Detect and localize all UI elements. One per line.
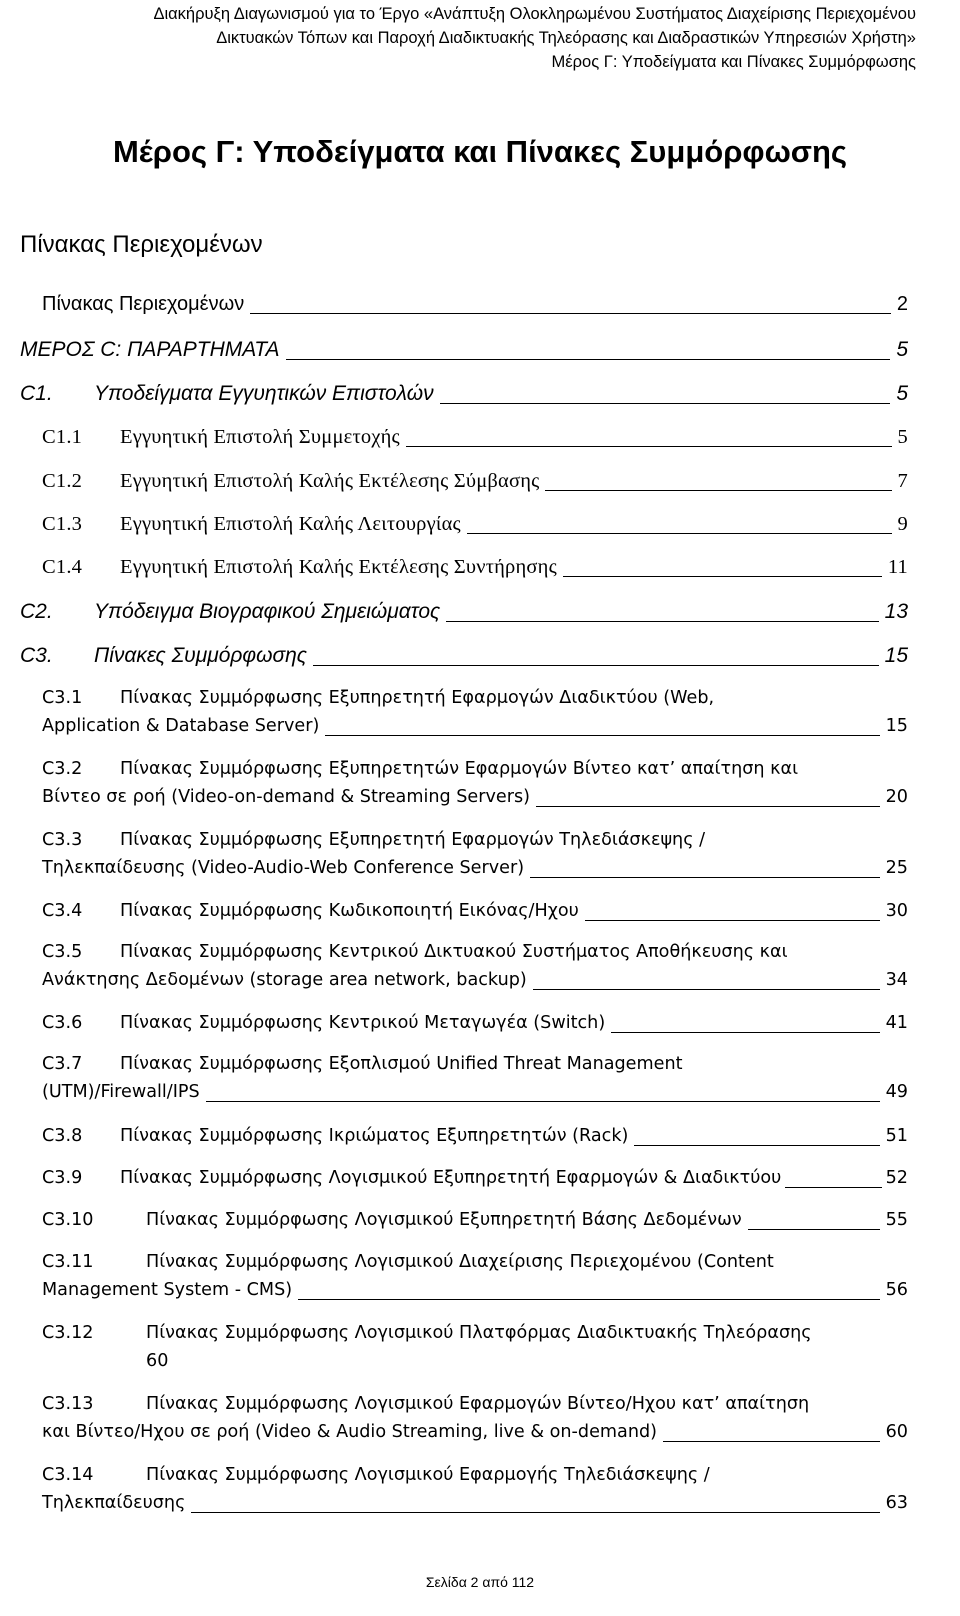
toc-entry-label: Πίνακας Συμμόρφωσης Λογισμικού Εφαρμογής Τηλεδιάσκεψης / (146, 1465, 710, 1485)
toc-entry[interactable] (42, 755, 908, 811)
toc-entry[interactable] (42, 1050, 908, 1106)
toc-leader-line (440, 403, 891, 404)
toc-entry-label: Υποδείγματα Εγγυητικών Επιστολών (94, 382, 434, 405)
toc-entry-code: C1.4 (42, 556, 83, 578)
toc-entry-label: Υπόδειγμα Βιογραφικού Σημειώματος (94, 600, 441, 623)
toc-entry[interactable] (42, 684, 908, 740)
toc-entry-label: Πίνακας Συμμόρφωσης Εξοπλισμού Unified Threat Management (120, 1054, 683, 1074)
toc-entry-label-cont: (UTM)/Firewall/IPS (42, 1082, 200, 1102)
toc-page-number: 51 (885, 1126, 908, 1146)
toc-entry-label: Πίνακας Συμμόρφωσης Εξυπηρετητή Εφαρμογών Τηλεδιάσκεψης / (120, 830, 706, 850)
toc-leader-line (748, 1229, 880, 1230)
toc-leader-line (563, 576, 882, 577)
toc-leader-line (446, 621, 878, 622)
toc-entry-label-cont: και Βίντεο/Ηχου σε ροή (Video & Audio Streaming, live & on-demand) (42, 1422, 657, 1442)
toc-entry[interactable] (42, 826, 908, 882)
toc-page-number: 55 (885, 1210, 908, 1230)
toc-leader-line (585, 920, 880, 921)
toc-leader-line (313, 665, 879, 666)
toc-entry-code: C3.9 (42, 1168, 83, 1188)
toc-leader-line (325, 735, 879, 736)
toc-page-number: 5 (896, 338, 908, 361)
toc-entry-label-cont: Βίντεο σε ροή (Video-on-demand & Streaming Servers) (42, 787, 530, 807)
toc-entry[interactable] (42, 1009, 908, 1037)
toc-entry-code: C3.13 (42, 1394, 94, 1414)
page-title: Μέρος Γ: Υποδείγματα και Πίνακες Συμμόρφωσης (112, 134, 848, 169)
header-line: Δικτυακών Τόπων και Παροχή Διαδικτυακής Τηλεόρασης και Διαδραστικών Υπηρεσιών Χρήστη» (216, 29, 916, 47)
toc-entry-code: C3.3 (42, 830, 83, 850)
toc-leader-line (785, 1187, 881, 1188)
toc-leader-line (536, 806, 880, 807)
header-line: Μέρος Γ: Υποδείγματα και Πίνακες Συμμόρφωσης (551, 53, 916, 71)
toc-page-number: 25 (885, 858, 908, 878)
toc-entry-code: C3.2 (42, 759, 83, 779)
toc-page-number: 60 (885, 1422, 908, 1442)
toc-entry-code: C3.5 (42, 942, 83, 962)
toc-entry[interactable] (20, 335, 908, 364)
toc-leader-line (467, 533, 892, 534)
toc-entry-label: Εγγυητική Επιστολή Καλής Εκτέλεσης Σύμβασης (120, 470, 540, 492)
toc-entry-label: Εγγυητική Επιστολή Καλής Εκτέλεσης Συντήρησης (120, 556, 557, 578)
toc-entry-label: Εγγυητική Επιστολή Συμμετοχής (120, 426, 400, 448)
toc-entry-label: Πίνακας Συμμόρφωσης Λογισμικού Εξυπηρετητή Βάσης Δεδομένων (146, 1210, 742, 1230)
toc-entry-label: Πίνακας Συμμόρφωσης Κεντρικού Μεταγωγέα (Switch) (120, 1013, 606, 1033)
toc-page-number: 49 (885, 1082, 908, 1102)
toc-page-number: 7 (897, 470, 908, 492)
toc-entry-label: Πίνακας Συμμόρφωσης Λογισμικού Πλατφόρμας Διαδικτυακής Τηλεόρασης (146, 1323, 812, 1343)
toc-entry[interactable] (42, 1248, 908, 1304)
toc-page-number: 52 (885, 1168, 908, 1188)
toc-entry[interactable] (42, 938, 908, 994)
toc-entry-code: C3.7 (42, 1054, 83, 1074)
toc-entry[interactable] (42, 290, 908, 318)
toc-leader-line (545, 490, 891, 491)
toc-entry[interactable] (42, 467, 908, 495)
toc-page-number: 5 (897, 426, 908, 448)
toc-entry-code: C3.8 (42, 1126, 83, 1146)
toc-entry-code: C2. (20, 600, 53, 623)
toc-entry[interactable] (42, 897, 908, 925)
toc-entry[interactable] (20, 597, 908, 626)
toc-page-number: 13 (884, 600, 908, 623)
toc-entry-code: C1. (20, 382, 53, 405)
toc-entry-code: C3.11 (42, 1252, 94, 1272)
toc-entry[interactable] (42, 423, 908, 451)
toc-entry[interactable] (42, 1206, 908, 1234)
toc-entry-label: Πίνακας Συμμόρφωσης Ικριώματος Εξυπηρετητών (Rack) (120, 1126, 629, 1146)
toc-leader-line (611, 1032, 879, 1033)
toc-heading: Πίνακας Περιεχομένων (20, 231, 263, 258)
toc-entry-code: C3.10 (42, 1210, 94, 1230)
toc-entry-code: C3.14 (42, 1465, 94, 1485)
toc-leader-line (530, 877, 880, 878)
toc-entry[interactable] (42, 510, 908, 538)
toc-page-number: 2 (896, 293, 908, 315)
toc-leader-line (206, 1101, 880, 1102)
page-footer: Σελίδα 2 από 112 (425, 1574, 535, 1590)
toc-page-number: 41 (885, 1013, 908, 1033)
toc-entry-label: Πίνακας Συμμόρφωσης Κεντρικού Δικτυακού Συστήματος Αποθήκευσης και (120, 942, 788, 962)
toc-entry-label: Πίνακες Συμμόρφωσης (94, 644, 308, 667)
toc-entry-label-cont: Τηλεκπαίδευσης (Video-Audio-Web Conference Server) (42, 858, 525, 878)
toc-entry[interactable] (20, 379, 908, 408)
toc-entry-label-cont: Ανάκτησης Δεδομένων (storage area network, backup) (42, 970, 527, 990)
toc-entry-code: C1.2 (42, 470, 83, 492)
toc-page-number: 15 (884, 644, 908, 667)
toc-leader-line (250, 313, 891, 314)
toc-page-number: 34 (885, 970, 908, 990)
toc-leader-line (634, 1145, 879, 1146)
toc-entry-code: C3.4 (42, 901, 83, 921)
toc-entry-label: Πίνακας Συμμόρφωσης Εξυπηρετητή Εφαρμογών Διαδικτύου (Web, (120, 688, 715, 708)
toc-entry[interactable] (42, 1319, 920, 1375)
toc-entry-code: C3. (20, 644, 53, 667)
toc-entry[interactable] (20, 641, 908, 670)
toc-leader-line (533, 989, 880, 990)
header-line: Διακήρυξη Διαγωνισμού για το Έργο «Ανάπτυξη Ολοκληρωμένου Συστήματος Διαχείρισης Περιεχομένου (153, 5, 916, 23)
toc-page-number: 9 (897, 513, 908, 535)
toc-page-number: 60 (146, 1351, 169, 1371)
toc-leader-line (298, 1299, 879, 1300)
toc-entry[interactable] (42, 1461, 908, 1517)
toc-entry[interactable] (42, 1164, 908, 1192)
toc-entry-code: C3.1 (42, 688, 83, 708)
toc-entry-label: Πίνακας Συμμόρφωσης Λογισμικού Εξυπηρετητή Εφαρμογών & Διαδικτύου (120, 1168, 782, 1188)
toc-entry[interactable] (42, 553, 908, 581)
toc-page-number: 5 (896, 382, 908, 405)
toc-entry-label: Εγγυητική Επιστολή Καλής Λειτουργίας (120, 513, 461, 535)
toc-entry[interactable] (42, 1390, 908, 1446)
toc-entry-label: Πίνακας Συμμόρφωσης Λογισμικού Διαχείρισης Περιεχομένου (Content (146, 1252, 774, 1272)
toc-entry-code: C3.12 (42, 1323, 94, 1343)
toc-entry-label: Πίνακας Συμμόρφωσης Λογισμικού Εφαρμογών Βίντεο/Ηχου κατ’ απαίτηση (146, 1394, 810, 1414)
toc-entry-code: C1.1 (42, 426, 83, 448)
toc-leader-line (191, 1512, 879, 1513)
toc-entry-label: Πίνακας Συμμόρφωσης Κωδικοποιητή Εικόνας/Ηχου (120, 901, 579, 921)
toc-leader-line (286, 359, 891, 360)
toc-entry-code: C3.6 (42, 1013, 83, 1033)
toc-entry-code: C1.3 (42, 513, 83, 535)
toc-entry-label-cont: Τηλεκπαίδευσης (42, 1493, 186, 1513)
toc-leader-line (663, 1441, 880, 1442)
toc-page-number: 15 (885, 716, 908, 736)
toc-entry[interactable] (42, 1122, 908, 1150)
toc-page-number: 63 (885, 1493, 908, 1513)
toc-page-number: 30 (885, 901, 908, 921)
toc-page-number: 20 (885, 787, 908, 807)
toc-entry-label-cont: Application & Database Server) (42, 716, 320, 736)
toc-page-number: 56 (885, 1280, 908, 1300)
toc-entry-label: Πίνακας Περιεχομένων (42, 293, 245, 315)
toc-entry-label-cont: Management System - CMS) (42, 1280, 293, 1300)
toc-entry-label: ΜΕΡΟΣ C: ΠΑΡΑΡΤΗΜΑΤΑ (20, 338, 280, 361)
running-header (153, 2, 916, 74)
toc-page-number: 11 (887, 556, 908, 578)
toc-entry-label: Πίνακας Συμμόρφωσης Εξυπηρετητών Εφαρμογών Βίντεο κατ’ απαίτηση και (120, 759, 799, 779)
toc-leader-line (406, 446, 892, 447)
